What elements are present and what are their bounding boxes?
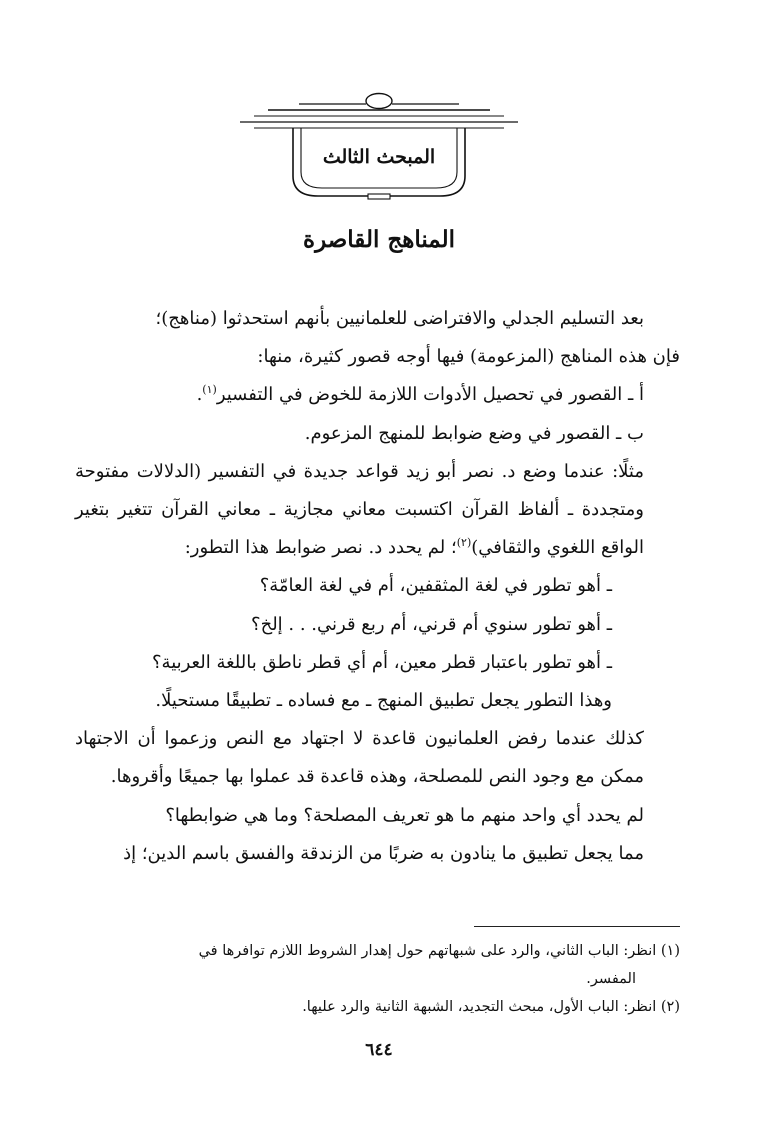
section-label: المبحث الثالث xyxy=(322,146,436,168)
question-1: ـ أهو تطور في لغة المثقفين، أم في لغة العامّة؟ xyxy=(259,575,612,597)
footnote-1-continued: المفسر. xyxy=(586,971,636,987)
list-item-a xyxy=(75,376,680,414)
footnotes xyxy=(75,938,680,1022)
question-2: ـ أهو تطور سنوي أم قرني، أم ربع قرني. . . إلخ؟ xyxy=(251,613,612,635)
footnote-ref-2: (٢) xyxy=(456,536,472,550)
paragraph-2-end: ؛ لم يحدد د. نصر ضوابط هذا التطور: xyxy=(184,537,457,559)
page-number: ٦٤٤ xyxy=(365,1040,393,1060)
chapter-title: المناهج القاصرة xyxy=(303,226,455,253)
body-text xyxy=(75,300,680,873)
question-3: ـ أهو تطور باعتبار قطر معين، أم أي قطر ناطق باللغة العربية؟ xyxy=(151,651,612,673)
paragraph-5: مما يجعل تطبيق ما ينادون به ضربًا من الزندقة والفسق باسم الدين؛ إذ xyxy=(123,842,644,864)
list-item-b: ب ـ القصور في وضع ضوابط للمنهج المزعوم. xyxy=(304,422,644,444)
chapter-ornament xyxy=(0,0,758,220)
list-item-a-end: . xyxy=(196,384,203,406)
paragraph-3: كذلك عندما رفض العلمانيون قاعدة لا اجتهاد مع النص وزعموا أن الاجتهاد ممكن مع وجود النص للمصلحة، وهذه قاعدة قد عملوا بها جميعًا وأقروها. xyxy=(75,728,644,788)
paragraph-1-line-2: فإن هذه المناهج (المزعومة) فيها أوجه قصور كثيرة، منها: xyxy=(257,346,680,368)
paragraph-1-line-1: بعد التسليم الجدلي والافتراضى للعلمانيين بأنهم استحدثوا (مناهج)؛ xyxy=(155,308,644,329)
paragraph-2 xyxy=(75,453,680,568)
paragraph-2-text: مثلًا: عندما وضع د. نصر أبو زيد قواعد جديدة في التفسير (الدلالات مفتوحة ومتجددة ـ ألفاظ القرآن اكتسبت معاني مجازية ـ معاني القرآن تتغير بتغير الواقع اللغوي والثقافي) xyxy=(75,460,644,559)
footnote-2: (٢) انظر: الباب الأول، مبحث التجديد، الشبهة الثانية والرد عليها. xyxy=(302,999,680,1015)
footnote-1: (١) انظر: الباب الثاني، والرد على شبهاتهم حول إهدار الشروط اللازم توافرها في xyxy=(198,943,680,959)
conclusion-line: وهذا التطور يجعل تطبيق المنهج ـ مع فساده ـ تطبيقًا مستحيلًا. xyxy=(155,690,612,712)
paragraph-4: لم يحدد أي واحد منهم ما هو تعريف المصلحة؟ وما هي ضوابطها؟ xyxy=(165,804,644,826)
list-item-a-text: أ ـ القصور في تحصيل الأدوات اللازمة للخوض في التفسير xyxy=(216,384,644,406)
footnote-ref-1: (١) xyxy=(202,383,217,397)
footnote-divider xyxy=(474,926,680,927)
